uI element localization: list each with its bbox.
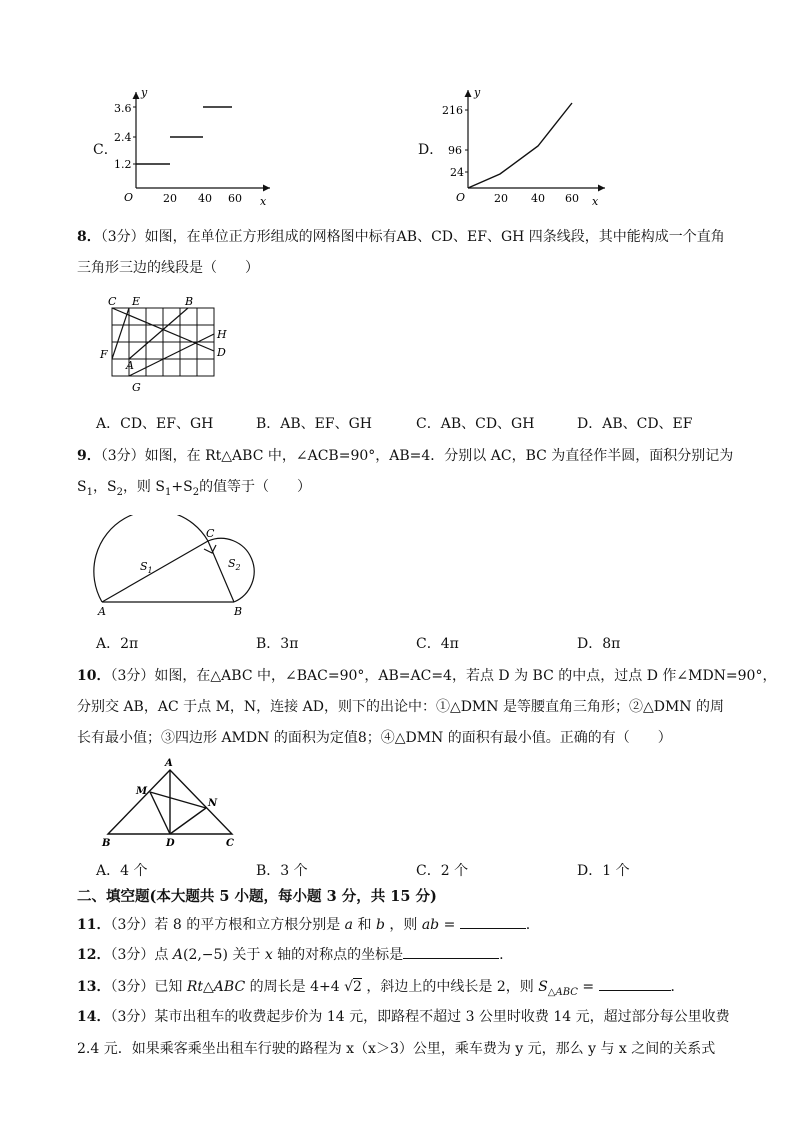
label-G: G: [132, 381, 141, 394]
q9-text: S: [77, 479, 87, 495]
label-A: A: [126, 359, 134, 372]
q14-score: （3分）: [110, 1009, 155, 1025]
label-E: E: [132, 295, 141, 308]
q8-line-2: 三角形三边的线段是（ ）: [77, 260, 259, 276]
q8-option-d[interactable]: D．AB、CD、EF: [577, 416, 693, 432]
q12-text: 关于: [227, 947, 265, 963]
y-tick-label: 2.4: [114, 131, 132, 144]
y-tick-label: 216: [442, 104, 463, 117]
q10-option-b[interactable]: B．3 个: [256, 863, 308, 879]
q7-graph-d: [440, 84, 615, 212]
q9-stem: 如图，在 Rt△ABC 中，∠ACB=90°，AB=4．分别以 AC，BC 为直径作半圆，面积分别记为: [144, 448, 734, 464]
x-tick-label: 40: [198, 192, 212, 205]
q10-option-d[interactable]: D．1 个: [577, 863, 630, 879]
q12-text: 点: [154, 947, 173, 963]
q13-line: [77, 976, 685, 1003]
q9-line-1: [77, 446, 733, 466]
q9-subscript: 1: [86, 486, 93, 498]
q11-text: ，则: [384, 917, 422, 933]
q9-text: 的值等于（ ）: [199, 479, 312, 495]
q11-text: 和: [353, 917, 376, 933]
origin-label: O: [456, 191, 466, 204]
q13-text: ．: [670, 979, 685, 995]
q11-var-b: b: [375, 917, 385, 933]
q10-number: 10．: [77, 668, 111, 684]
q12-point: A: [172, 947, 183, 963]
label-A: A: [165, 758, 173, 769]
segment-GH: [129, 334, 214, 376]
q14-stem: 某市出租车的收费起步价为 14 元，即路程不超过 3 公里时收费 14 元，超过部分每公里收费: [154, 1009, 730, 1025]
q9-option-d[interactable]: D．8π: [577, 636, 621, 652]
q13-text: 的周长是 4+4: [245, 979, 345, 995]
q8-grid-figure: [96, 294, 236, 394]
q12-coords: (2,−5): [182, 947, 228, 963]
q9-subscript: 2: [192, 486, 200, 498]
q9-text: ，S: [92, 479, 117, 495]
q13-answer-blank[interactable]: [599, 976, 671, 991]
q10-line-3: 长有最小值；③四边形 AMDN 的面积为定值8；④△DMN 的面积有最小值。正确的有（ ）: [77, 730, 672, 746]
q11-answer-blank[interactable]: [460, 914, 526, 929]
q10-option-c[interactable]: C．2 个: [416, 863, 469, 879]
q13-area-symbol: S: [538, 979, 548, 995]
y-tick-label: 3.6: [114, 102, 132, 115]
q9-semicircle-figure: [88, 515, 278, 625]
q8-option-a[interactable]: A．CD、EF、GH: [96, 416, 214, 432]
label-H: H: [217, 328, 227, 341]
label-N: N: [208, 798, 218, 809]
q9-score: （3分）: [100, 448, 145, 464]
q14-number: 14．: [77, 1009, 111, 1025]
label-M: M: [136, 786, 148, 797]
q11-line: [77, 914, 530, 935]
q13-number: 13．: [77, 979, 111, 995]
x-tick-label: 60: [565, 192, 579, 205]
fare-curve: [468, 103, 572, 188]
q11-text: =: [439, 917, 460, 933]
q12-text: .: [499, 947, 504, 963]
segment-AC: [102, 541, 208, 602]
y-tick-label: 96: [448, 144, 462, 157]
q9-number: 9．: [77, 448, 101, 464]
q9-option-b[interactable]: B．3π: [256, 636, 299, 652]
q7-graph-c: [110, 84, 280, 212]
q9-subscript: 2: [116, 486, 123, 498]
q10-line-2: 分别交 AB，AC 于点 M，N，连接 AD，则下的出论中：①△DMN 是等腰直角三角形；②△DMN 的周: [77, 699, 724, 715]
q8-option-c[interactable]: C．AB、CD、GH: [416, 416, 535, 432]
section-2-heading: 二、填空题(本大题共 5 小题，每小题 3 分，共 15 分): [77, 888, 437, 905]
semicircle-AC: [94, 515, 208, 602]
q8-option-b[interactable]: B．AB、EF、GH: [256, 416, 373, 432]
q12-line: [77, 944, 504, 965]
label-B: B: [185, 295, 194, 308]
q9-option-c[interactable]: C．4π: [416, 636, 459, 652]
q9-text: ，则 S: [122, 479, 165, 495]
segment-MD: [150, 792, 170, 834]
q11-var-ab: ab: [421, 917, 440, 933]
q13-text: 已知: [154, 979, 187, 995]
label-C: C: [108, 295, 117, 308]
segment-MN: [150, 792, 206, 808]
y-axis-label: y: [141, 86, 148, 99]
q11-text: 若 8 的平方根和立方根分别是: [154, 917, 345, 933]
x-tick-label: 40: [531, 192, 545, 205]
q13-sqrt-value: 2: [353, 979, 362, 995]
q11-var-a: a: [344, 917, 354, 933]
x-tick-label: 20: [494, 192, 508, 205]
q8-number: 8．: [77, 229, 101, 245]
q8-stem: 如图，在单位正方形组成的网格图中标有AB、CD、EF、GH 四条线段，其中能构成一个直角: [144, 229, 725, 245]
label-D: D: [166, 838, 175, 849]
q10-stem: 如图，在△ABC 中，∠BAC=90°，AB=AC=4，若点 D 为 BC 的中点，过点 D 作∠MDN=90°，: [154, 668, 777, 684]
q13-text: ，斜边上的中线长是 2，则: [361, 979, 539, 995]
y-axis-label: y: [474, 86, 481, 99]
label-D: D: [217, 346, 226, 359]
q10-triangle-figure: [96, 758, 246, 852]
q9-text: +S: [171, 479, 193, 495]
segment-EF: [112, 308, 129, 359]
segment-ND: [170, 808, 206, 834]
label-A: A: [98, 605, 106, 618]
q12-axis: x: [264, 947, 273, 963]
label-F: F: [100, 348, 108, 361]
q11-score: （3分）: [110, 917, 155, 933]
x-axis-label: x: [260, 195, 267, 208]
x-tick-label: 60: [228, 192, 242, 205]
q11-text: .: [525, 917, 531, 933]
origin-label: O: [124, 191, 134, 204]
label-B: B: [102, 838, 111, 849]
label-S2: $S_2$: [228, 557, 241, 572]
q7-option-c-label: C．: [93, 142, 118, 158]
q14-line-1: [77, 1007, 730, 1027]
segment-CB: [208, 541, 234, 602]
label-B: B: [234, 605, 243, 618]
q8-score: （3分）: [100, 229, 145, 245]
sqrt-icon: √2: [344, 979, 362, 995]
label-S1: $S_1$: [140, 560, 153, 575]
x-tick-label: 20: [163, 192, 177, 205]
q13-text: =: [577, 979, 599, 995]
q10-score: （3分）: [110, 668, 155, 684]
q12-number: 12．: [77, 947, 111, 963]
y-tick-label: 24: [450, 166, 464, 179]
q9-subscript: 1: [164, 486, 172, 498]
q14-line-2: 2.4 元．如果乘客乘坐出租车行驶的路程为 x（x＞3）公里，乘车费为 y 元，那么 y 与 x 之间的关系式: [77, 1041, 716, 1057]
q12-answer-blank[interactable]: [403, 944, 499, 959]
q8-line-1: [77, 227, 725, 247]
y-tick-label: 1.2: [114, 158, 132, 171]
q10-line-1: [77, 666, 776, 686]
q11-number: 11．: [77, 917, 111, 933]
q13-area-subscript: △ABC: [547, 986, 578, 998]
q13-score: （3分）: [110, 979, 155, 995]
q12-text: 轴的对称点的坐标是: [272, 947, 404, 963]
label-C: C: [226, 838, 234, 849]
q9-option-a[interactable]: A．2π: [96, 636, 139, 652]
q7-option-d-label: D．: [418, 142, 444, 158]
x-axis-label: x: [592, 195, 599, 208]
q10-option-a[interactable]: A．4 个: [96, 863, 148, 879]
q12-score: （3分）: [110, 947, 155, 963]
label-C: C: [206, 527, 215, 540]
q13-triangle: Rt△ABC: [186, 979, 246, 995]
q9-line-2: [77, 477, 311, 503]
